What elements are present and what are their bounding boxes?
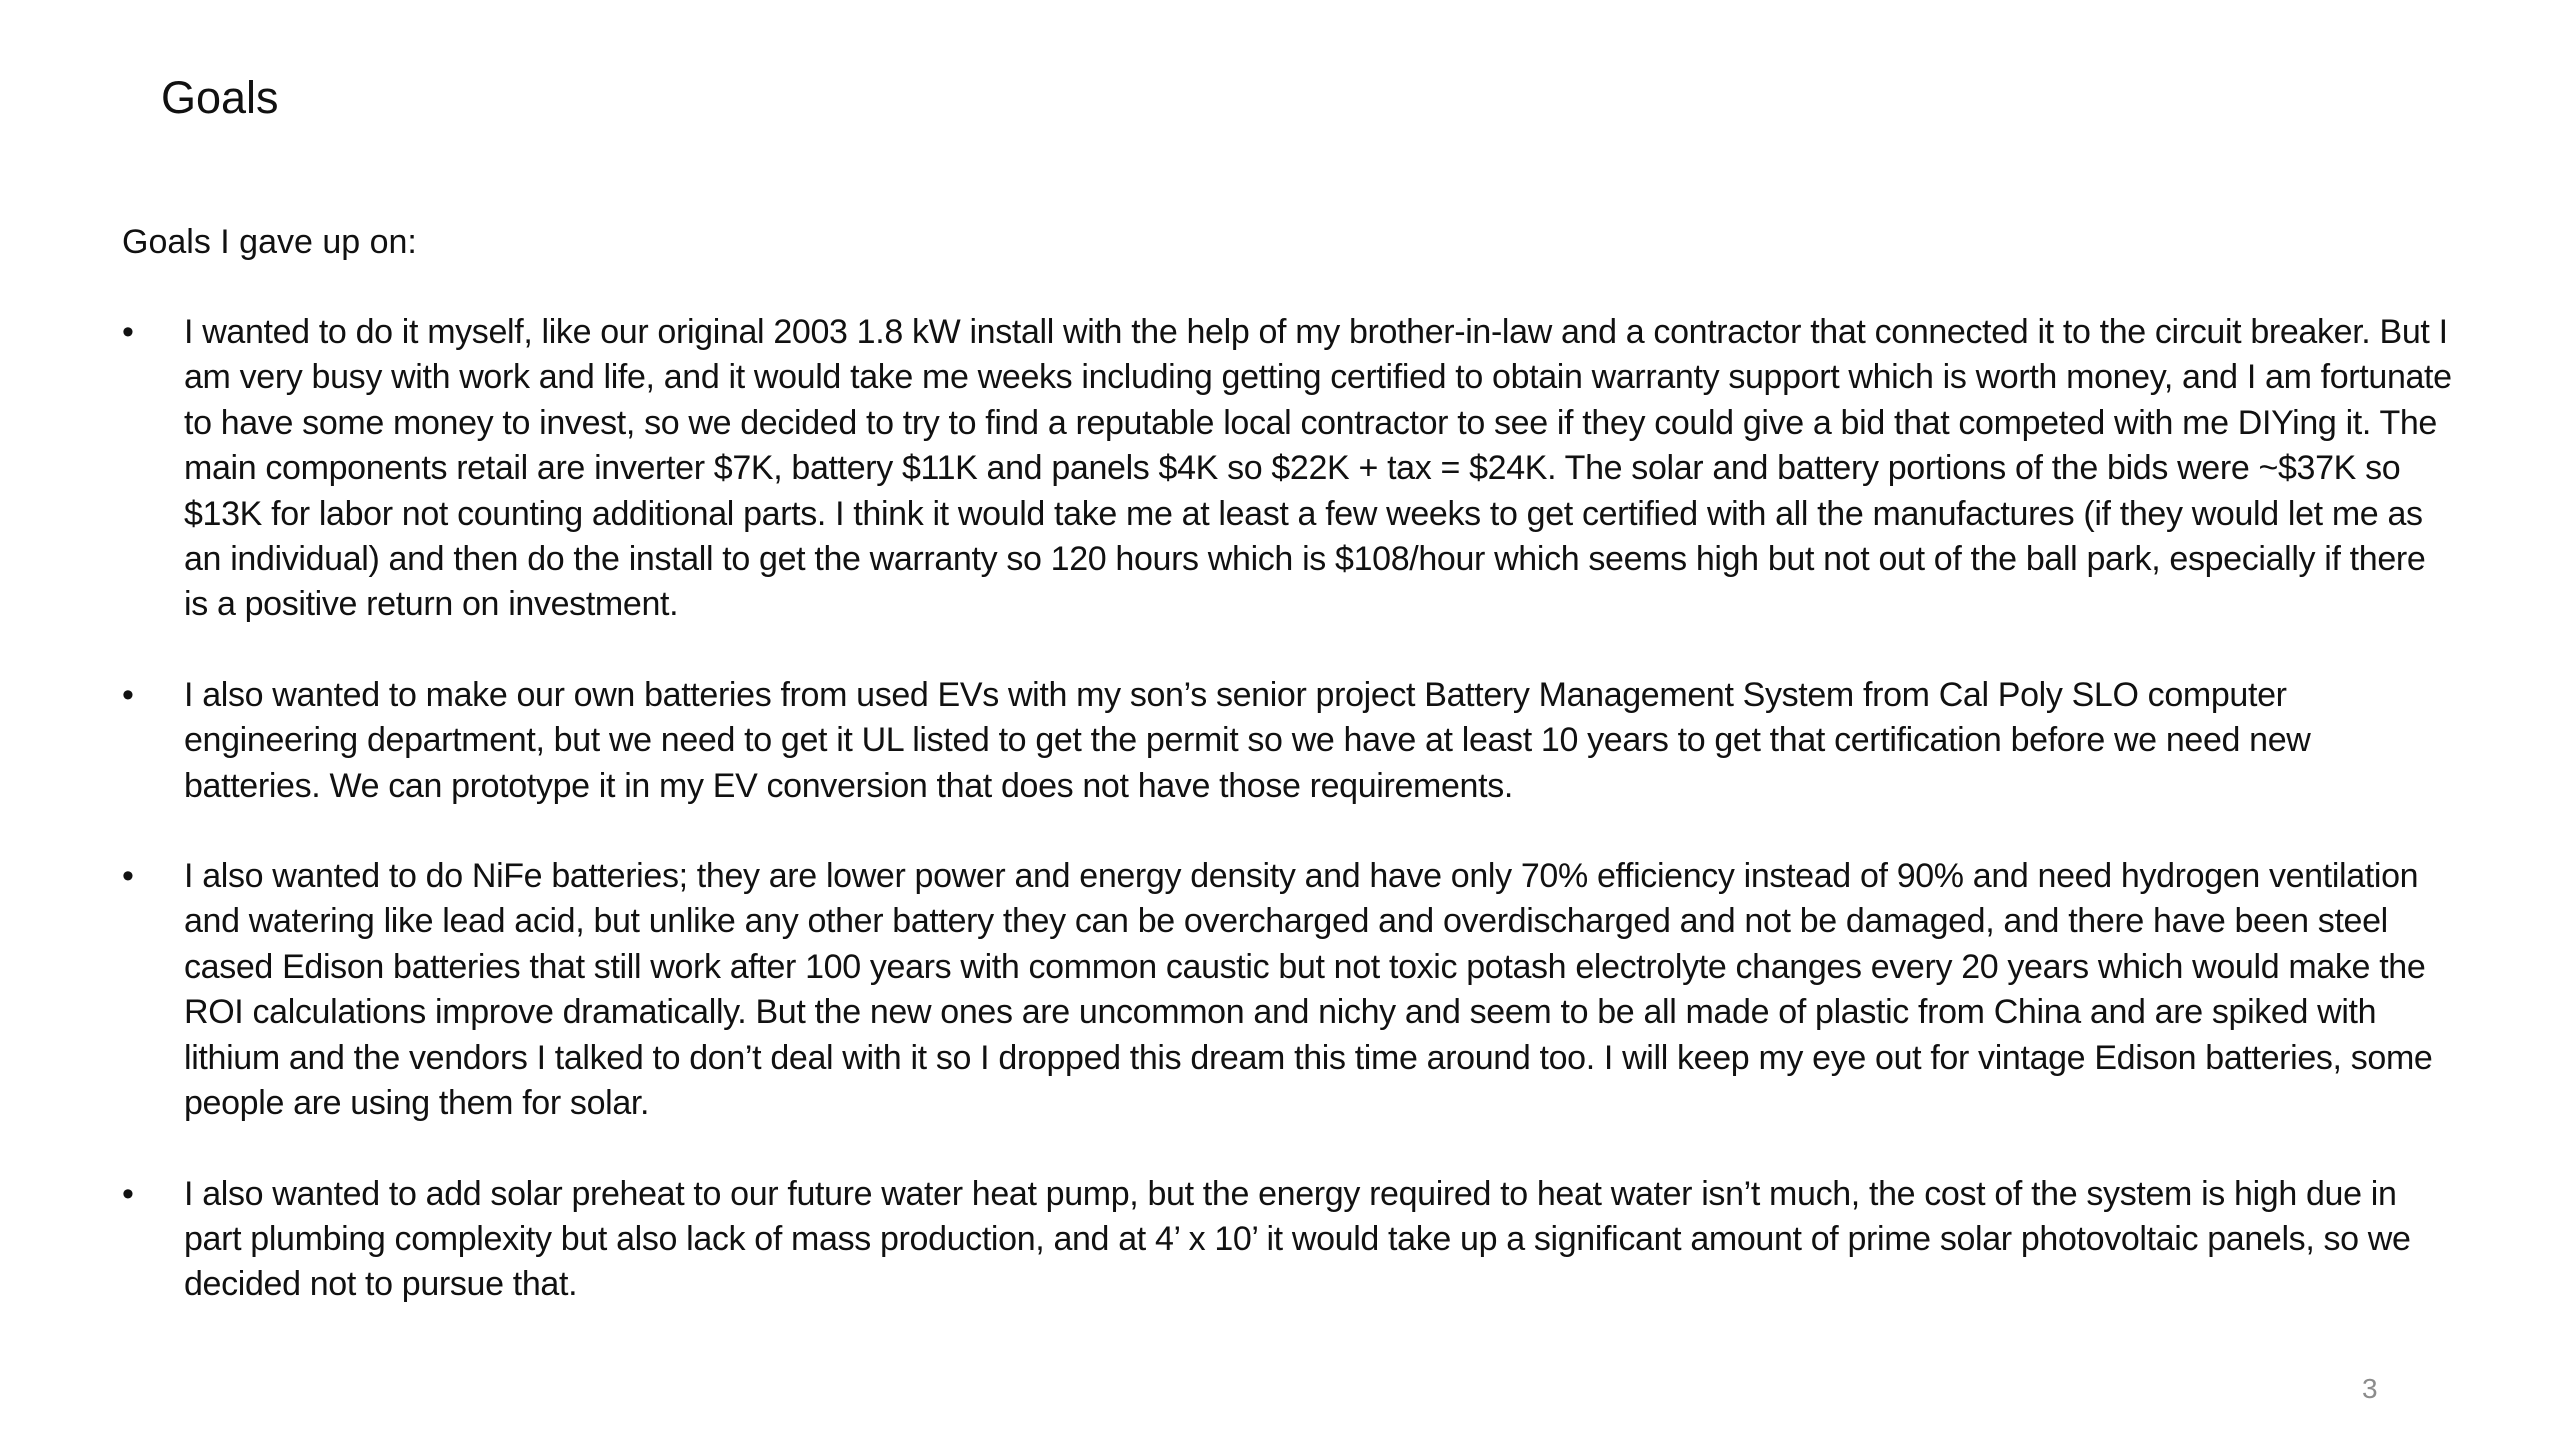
goal-text: I also wanted to make our own batteries from used EVs with my son’s senior project Battery Management System from Cal Poly SLO computer engineering department, but we need to get it UL listed to get the permit so we have at least 10 years to get that certification before we need new batteries. We can prototype it in my EV conversion that does not have those requirements. [184,675,2311,805]
goal-text: I also wanted to add solar preheat to our future water heat pump, but the energy required to heat water isn’t much, the cost of the system is high due in part plumbing complexity but also lack of mass production, and at 4’ x 10’ it would take up a significant amount of prime solar photovoltaic panels, so we decided not to pursue that. [184,1174,2411,1304]
page-number: 3 [2362,1373,2378,1404]
slide-title: Goals [161,72,279,123]
goal-item-solar-preheat [122,1172,2452,1308]
goal-text: I wanted to do it myself, like our original 2003 1.8 kW install with the help of my brother-in-law and a contractor that connected it to the circuit breaker. But I am very busy with work and life, and it would take me weeks including getting certified to obtain warranty support which is worth money, and I am fortunate to have some money to invest, so we decided to try to find a reputable local contractor to see if they could give a bid that competed with me DIYing it. The main components retail are inverter $7K, battery $11K and panels $4K so $22K + tax = $24K. The solar and battery portions of the bids were ~$37K so $13K for labor not counting additional parts. I think it would take me at least a few weeks to get certified with all the manufactures (if they would let me as an individual) and then do the install to get the warranty so 120 hours which is $108/hour which seems high but not out of the ball park, especially if there is a positive return on investment. [184,313,2452,624]
goal-text: I also wanted to do NiFe batteries; they are lower power and energy density and have only 70% efficiency instead of 90% and need hydrogen ventilation and watering like lead acid, but unlike any other battery they can be overcharged and overdischarged and not be damaged, and there have been steel cased Edison batteries that still work after 100 years with common caustic but not toxic potash electrolyte changes every 20 years which would make the ROI calculations improve dramatically. But the new ones are uncommon and nichy and seem to be all made of plastic from China and are spiked with lithium and the vendors I talked to don’t deal with it so I dropped this dream this time around too. I will keep my eye out for vintage Edison batteries, some people are using them for solar. [184,857,2433,1123]
bullet-icon: • [122,675,134,714]
intro-text: Goals I gave up on: [122,223,417,261]
goal-item-nife-batteries [122,854,2452,1126]
goals-list [122,310,2452,1353]
bullet-icon: • [122,857,134,896]
goal-item-diy [122,310,2452,628]
bullet-icon: • [122,1174,134,1213]
goal-item-ev-batteries [122,673,2452,809]
bullet-icon: • [122,313,134,351]
